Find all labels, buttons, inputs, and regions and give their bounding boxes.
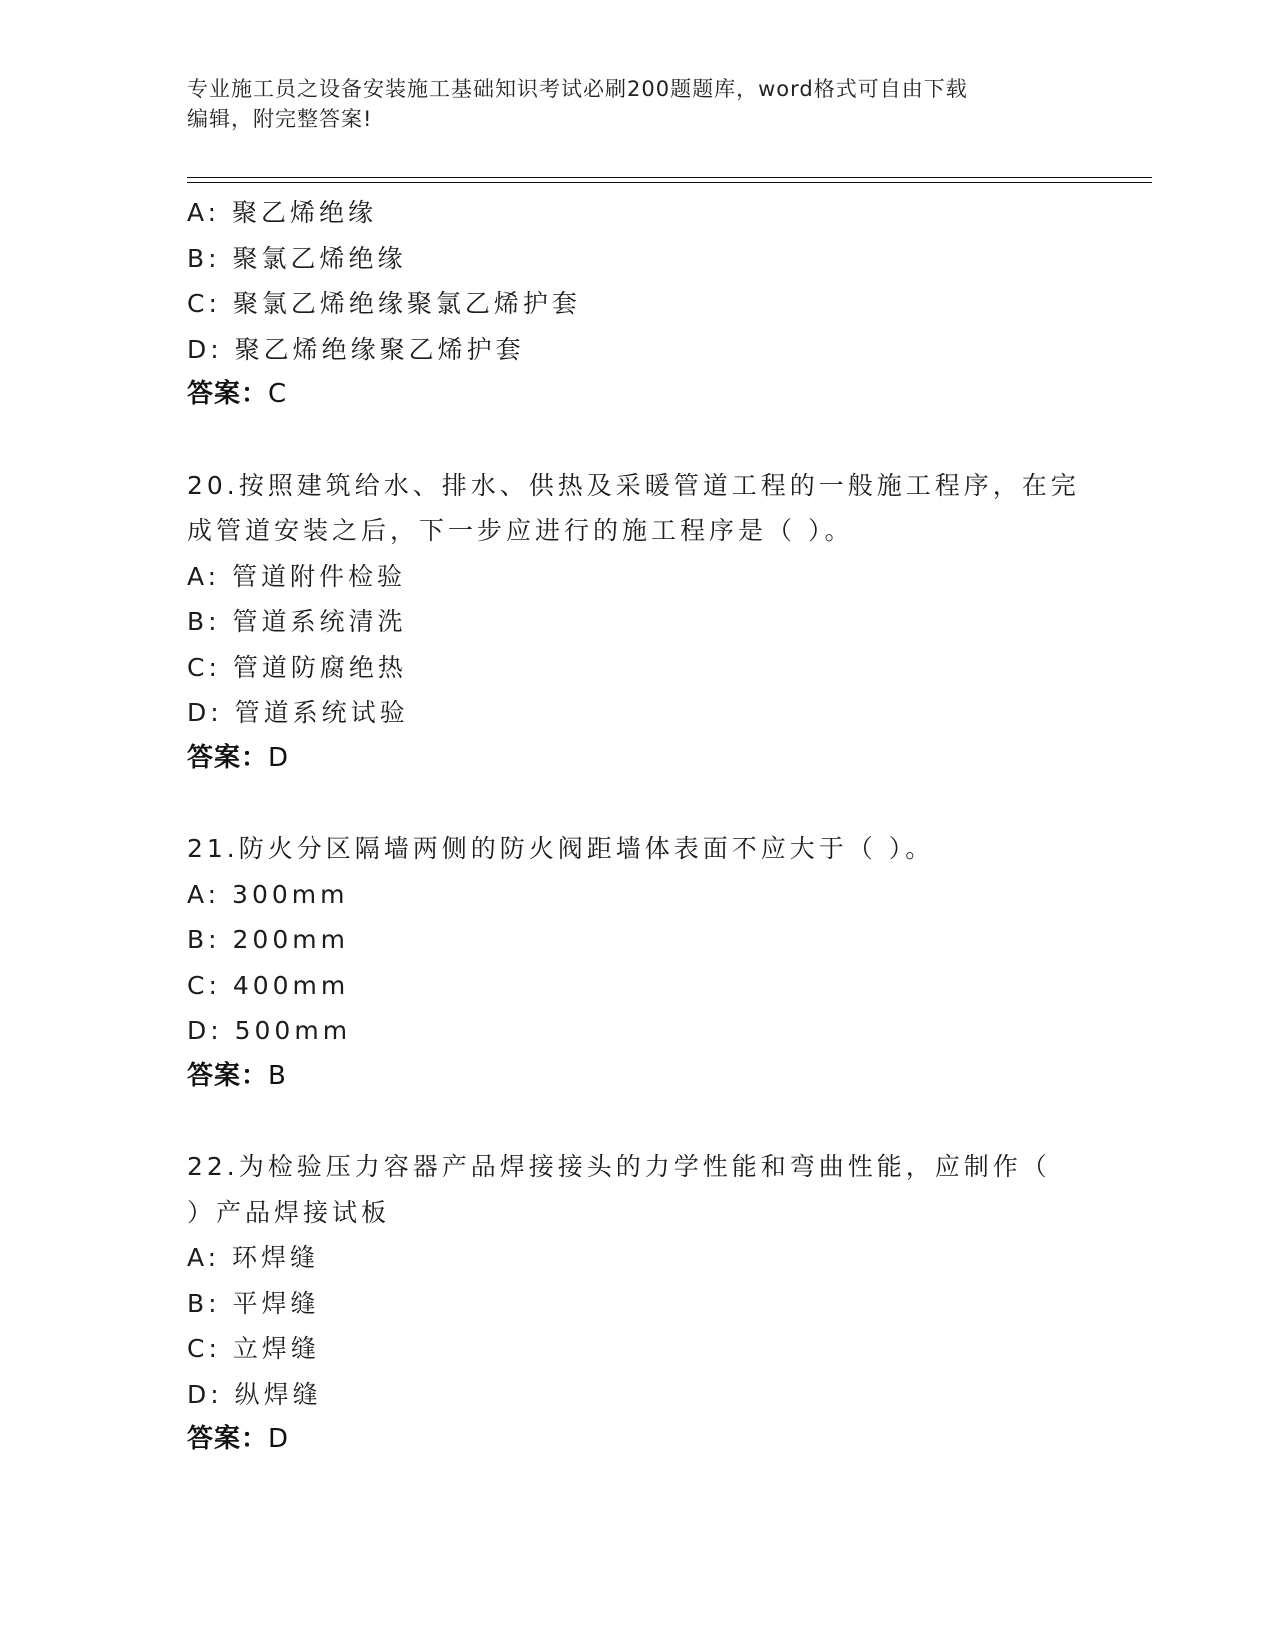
answer-value: D xyxy=(268,742,290,773)
option-c: C: 立焊缝 xyxy=(187,1334,320,1363)
header-title-line-1: 专业施工员之设备安装施工基础知识考试必刷200题题库，word格式可自由下载 xyxy=(187,77,968,101)
option-c: C: 400mm xyxy=(187,970,350,1000)
answer xyxy=(187,1054,1087,1100)
option-c: C: 管道防腐绝热 xyxy=(187,652,407,682)
answer xyxy=(187,1417,1087,1463)
option-b: B: 200mm xyxy=(187,925,349,954)
spacer xyxy=(187,418,1087,463)
option-d: D: 聚乙烯绝缘聚乙烯护套 xyxy=(187,334,525,364)
question-stem-line: 20.按照建筑给水、排水、供热及采暖管道工程的一般施工程序，在完 xyxy=(187,470,1080,500)
option-d: D: 500mm xyxy=(187,1016,352,1045)
question-19-continued xyxy=(187,190,1087,418)
answer-value: C xyxy=(268,379,288,409)
header-divider-top xyxy=(187,177,1152,178)
question-list xyxy=(187,190,1087,1463)
answer-value: D xyxy=(268,1424,290,1454)
question-stem-line: 21.防火分区隔墙两侧的防火阀距墙体表面不应大于（ ）。 xyxy=(187,834,935,863)
header-title-line-2: 编辑，附完整答案! xyxy=(187,107,373,131)
question-22 xyxy=(187,1144,1087,1463)
option-d: D: 纵焊缝 xyxy=(187,1379,322,1409)
option-a: A: 聚乙烯绝缘 xyxy=(187,198,378,227)
option-b: B: 平焊缝 xyxy=(187,1288,320,1318)
answer-label: 答案： xyxy=(187,1424,269,1454)
answer-label: 答案： xyxy=(187,742,269,773)
answer-label: 答案： xyxy=(187,379,269,409)
question-20 xyxy=(187,463,1087,782)
answer xyxy=(187,372,1087,418)
option-a: A: 300mm xyxy=(187,879,349,909)
option-c: C: 聚氯乙烯绝缘聚氯乙烯护套 xyxy=(187,289,581,318)
option-a: A: 管道附件检验 xyxy=(187,561,407,591)
option-a: A: 环焊缝 xyxy=(187,1243,320,1272)
spacer xyxy=(187,781,1087,826)
question-stem-line: ）产品焊接试板 xyxy=(187,1197,391,1227)
option-b: B: 管道系统清洗 xyxy=(187,607,407,636)
document-header xyxy=(187,74,1067,134)
question-stem-line: 22.为检验压力容器产品焊接接头的力学性能和弯曲性能，应制作（ xyxy=(187,1152,1051,1181)
answer xyxy=(187,736,1087,782)
option-b: B: 聚氯乙烯绝缘 xyxy=(187,243,407,273)
question-stem-line: 成管道安装之后，下一步应进行的施工程序是（ ）。 xyxy=(187,516,854,545)
header-divider-bottom xyxy=(187,182,1152,183)
answer-label: 答案： xyxy=(187,1060,269,1091)
answer-value: B xyxy=(268,1060,287,1091)
question-21 xyxy=(187,826,1087,1099)
option-d: D: 管道系统试验 xyxy=(187,698,409,727)
spacer xyxy=(187,1099,1087,1144)
